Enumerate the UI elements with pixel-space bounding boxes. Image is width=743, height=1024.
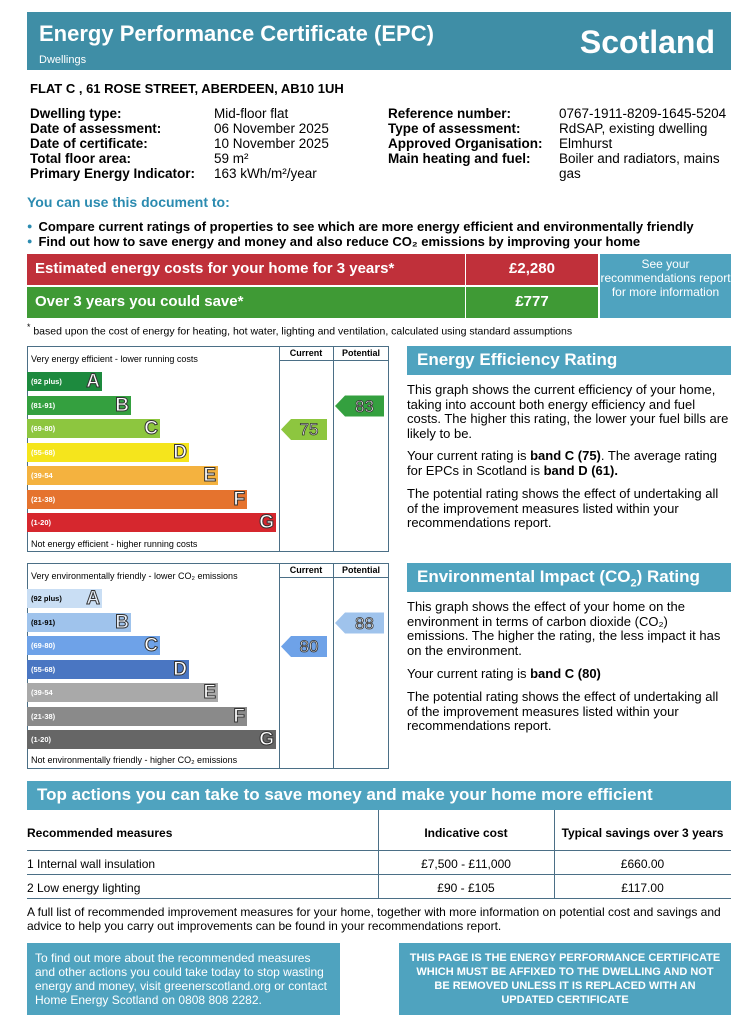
column-current: Current bbox=[289, 565, 323, 575]
band-b bbox=[27, 613, 131, 632]
detail-label: Date of certificate: bbox=[30, 136, 148, 151]
efficiency-paragraph-3: The potential rating shows the effect of undertaking all of the improvement measures listed within your recommendations report. bbox=[407, 486, 719, 530]
band-letter: E bbox=[203, 682, 216, 703]
detail-label: Dwelling type: bbox=[30, 106, 122, 121]
detail-label: Type of assessment: bbox=[388, 121, 521, 136]
saving-cell: £117.00 bbox=[621, 881, 664, 895]
current-rating-value: 75 bbox=[299, 420, 319, 439]
chart-bottom-label: Not environmentally friendly - higher CO₂ emissions bbox=[31, 755, 238, 765]
savings-value: £777 bbox=[466, 287, 598, 318]
band-b bbox=[27, 396, 131, 415]
environmental-impact-title bbox=[407, 563, 731, 592]
band-d bbox=[27, 443, 189, 462]
detail-label: Primary Energy Indicator: bbox=[30, 166, 196, 181]
band-a bbox=[27, 589, 102, 608]
column-potential: Potential bbox=[341, 565, 380, 575]
text: Environmental Impact (CO bbox=[417, 567, 631, 586]
help-box: To find out more about the recommended measures and other actions you could take today to stop wasting energy and money, visit greenerscotland.org or contact Home Energy Scotland on 0808 808 2282. bbox=[27, 943, 340, 1015]
column-header: Recommended measures bbox=[27, 826, 173, 840]
detail-label: Total floor area: bbox=[30, 151, 132, 166]
band-f bbox=[27, 490, 247, 509]
current-band-text: band C (80) bbox=[530, 666, 601, 681]
band-d bbox=[27, 660, 189, 679]
environment-paragraph-3: The potential rating shows the effect of undertaking all of the improvement measures listed within your recommendations report. bbox=[407, 689, 719, 733]
band-range: (1-20) bbox=[31, 518, 52, 527]
band-e bbox=[27, 683, 218, 702]
bullet-icon: ● bbox=[27, 236, 33, 246]
estimated-cost-label: Estimated energy costs for your home for 3 years* bbox=[27, 254, 465, 285]
column-header: Indicative cost bbox=[424, 826, 508, 840]
detail-label: Main heating and fuel: bbox=[388, 151, 531, 166]
band-range: (55-68) bbox=[31, 447, 56, 457]
environment-paragraph-2 bbox=[407, 667, 731, 682]
table-rule bbox=[27, 898, 731, 899]
footnote-text: based upon the cost of energy for heating, hot water, lighting and ventilation, calculated using standard assumptions bbox=[30, 325, 573, 338]
detail-value: Boiler and radiators, mains gas bbox=[559, 151, 720, 181]
band-letter: B bbox=[115, 394, 129, 416]
measure-cell: 2 Low energy lighting bbox=[27, 881, 141, 895]
band-letter: G bbox=[259, 512, 274, 533]
text: . The average rating for EPCs in Scotland is bbox=[407, 448, 718, 478]
detail-value: 59 m² bbox=[214, 151, 249, 166]
band-letter: D bbox=[173, 658, 187, 680]
measure-cell: 1 Internal wall insulation bbox=[27, 857, 156, 871]
use-bullet-text: Find out how to save energy and money and also reduce CO₂ emissions by improving your home bbox=[38, 234, 641, 249]
band-e bbox=[27, 466, 218, 485]
band-range: (21-38) bbox=[31, 711, 56, 721]
energy-efficiency-title: Energy Efficiency Rating bbox=[407, 346, 731, 375]
cost-footnote bbox=[27, 322, 572, 338]
band-letter: A bbox=[86, 588, 100, 609]
detail-value: 0767-1911-8209-1645-5204 bbox=[559, 106, 727, 121]
top-actions-title: Top actions you can take to save money and make your home more efficient bbox=[27, 781, 731, 810]
band-range: (69-80) bbox=[31, 424, 56, 433]
text: Your current rating is bbox=[407, 448, 531, 463]
band-range: (39-54 bbox=[31, 471, 53, 480]
band-letter: E bbox=[203, 465, 216, 486]
environment-paragraph-1: This graph shows the effect of your home on the environment in terms of carbon dioxide (CO₂) emissions. The higher the rating, the less impact it has on the environment. bbox=[407, 599, 721, 658]
detail-value: 10 November 2025 bbox=[214, 136, 329, 151]
certificate-title: Energy Performance Certificate (EPC) bbox=[39, 21, 434, 46]
band-letter: C bbox=[144, 418, 158, 439]
band-c bbox=[27, 636, 160, 655]
potential-rating-value: 83 bbox=[355, 396, 374, 416]
band-g bbox=[27, 513, 276, 532]
band-letter: G bbox=[259, 729, 274, 750]
savings-label: Over 3 years you could save* bbox=[27, 287, 465, 318]
use-document-title: You can use this document to: bbox=[27, 194, 230, 210]
detail-value: RdSAP, existing dwelling bbox=[559, 121, 708, 136]
bullet-icon: ● bbox=[27, 221, 33, 231]
column-current: Current bbox=[289, 348, 323, 358]
use-bullet-text: Compare current ratings of properties to see which are more energy efficient and environmentally friendly bbox=[38, 219, 694, 234]
affix-notice: THIS PAGE IS THE ENERGY PERFORMANCE CERTIFICATE WHICH MUST BE AFFIXED TO THE DWELLING AND NOT BE REMOVED UNLESS IT IS REPLACED WITH AN UPDATED CERTIFICATE bbox=[399, 943, 731, 1015]
detail-label: Date of assessment: bbox=[30, 121, 162, 136]
band-range: (21-38) bbox=[31, 494, 56, 504]
band-range: (81-91) bbox=[31, 617, 56, 627]
band-range: (81-91) bbox=[31, 400, 56, 410]
band-letter: F bbox=[233, 705, 245, 727]
detail-value: Mid-floor flat bbox=[214, 106, 289, 121]
band-range: (39-54 bbox=[31, 688, 53, 697]
detail-label: Approved Organisation: bbox=[388, 136, 543, 151]
detail-value: 163 kWh/m²/year bbox=[214, 166, 317, 181]
current-band-text: band C (75) bbox=[530, 448, 601, 463]
epc-header bbox=[27, 12, 731, 70]
chart-top-label: Very energy efficient - lower running costs bbox=[31, 354, 198, 364]
rating-arrows bbox=[280, 346, 390, 552]
band-g bbox=[27, 730, 276, 749]
column-potential: Potential bbox=[341, 348, 380, 358]
detail-label: Reference number: bbox=[388, 106, 512, 121]
band-range: (1-20) bbox=[31, 735, 52, 744]
more-information-text: A full list of recommended improvement measures for your home, together with more information on potential cost and savings and advice to help you carry out improvements can be found in your recommendations report. bbox=[27, 905, 721, 933]
potential-rating-value: 88 bbox=[355, 613, 374, 633]
band-range: (55-68) bbox=[31, 664, 56, 674]
text: Your current rating is bbox=[407, 666, 531, 681]
column-header: Typical savings over 3 years bbox=[561, 826, 724, 840]
text: ) Rating bbox=[636, 567, 700, 586]
cost-cell: £90 - £105 bbox=[437, 881, 495, 895]
footnote-mark: * bbox=[27, 322, 31, 332]
band-a bbox=[27, 372, 102, 391]
band-range: (92 plus) bbox=[31, 377, 62, 386]
current-rating-value: 80 bbox=[299, 637, 319, 656]
detail-value: Elmhurst bbox=[559, 136, 613, 151]
saving-cell: £660.00 bbox=[620, 857, 665, 871]
band-range: (92 plus) bbox=[31, 594, 62, 603]
use-bullet bbox=[27, 234, 640, 249]
band-letter: B bbox=[115, 611, 129, 633]
band-range: (69-80) bbox=[31, 641, 56, 650]
efficiency-paragraph-1: This graph shows the current efficiency of your home, taking into account both energy efficiency and fuel costs. The higher this rating, the lower your fuel bills are likely to be. bbox=[407, 382, 729, 441]
table-rule bbox=[27, 874, 731, 875]
estimated-cost-value: £2,280 bbox=[466, 254, 598, 285]
text: 2 bbox=[630, 577, 637, 590]
use-bullet bbox=[27, 219, 694, 234]
see-recommendations-box: See your recommendations report for more information bbox=[600, 254, 731, 318]
detail-value: 06 November 2025 bbox=[214, 121, 329, 136]
rating-arrows bbox=[280, 563, 390, 769]
band-f bbox=[27, 707, 247, 726]
chart-top-label: Very environmentally friendly - lower CO₂ emissions bbox=[31, 571, 238, 581]
band-letter: D bbox=[173, 441, 187, 463]
cost-cell: £7,500 - £11,000 bbox=[421, 857, 511, 871]
average-band-text: band D (61). bbox=[543, 462, 618, 478]
band-letter: A bbox=[86, 371, 100, 392]
table-rule bbox=[27, 850, 731, 851]
band-letter: F bbox=[233, 488, 245, 510]
efficiency-paragraph-2 bbox=[407, 449, 731, 478]
certificate-subtitle: Dwellings bbox=[39, 54, 87, 66]
band-letter: C bbox=[144, 635, 158, 656]
property-address: FLAT C , 61 ROSE STREET, ABERDEEN, AB10 1UH bbox=[30, 81, 344, 96]
chart-bottom-label: Not energy efficient - higher running costs bbox=[31, 539, 198, 549]
country-label: Scotland bbox=[579, 24, 715, 60]
band-c bbox=[27, 419, 160, 438]
